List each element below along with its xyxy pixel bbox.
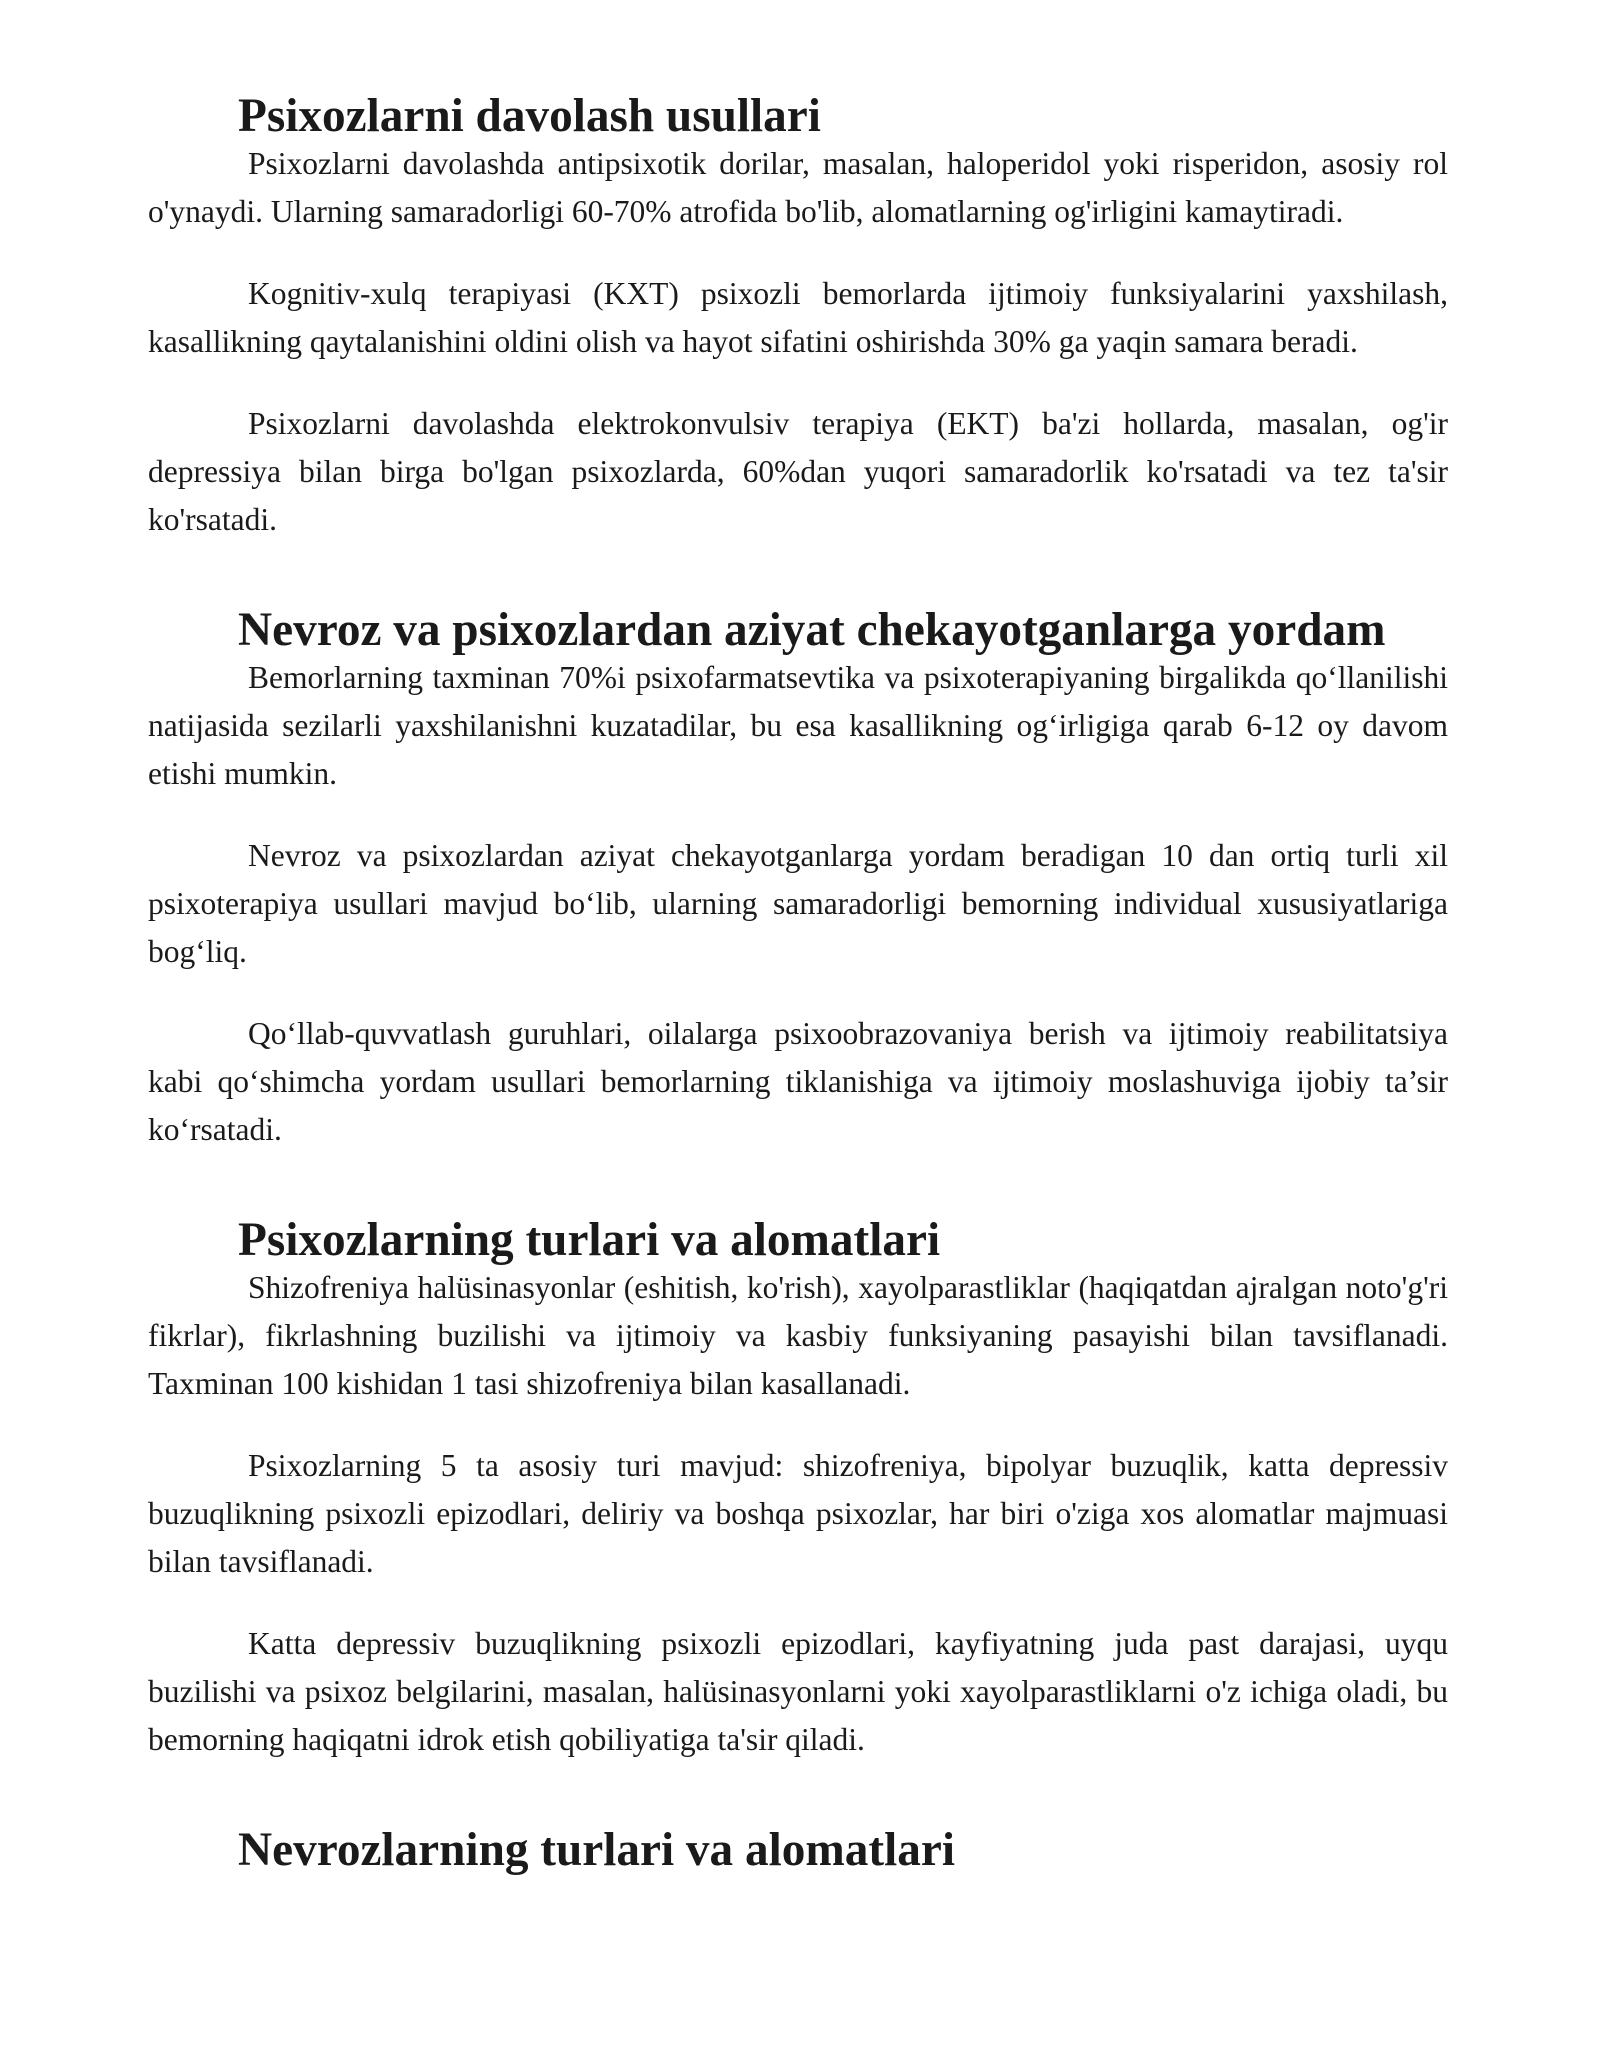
paragraph: Katta depressiv buzuqlikning psixozli epizodlari, kayfiyatning juda past darajasi, uyqu buzilishi va psixoz belgilarini, masalan, halüsinasyonlarni yoki xayolparastliklarni o'z ichiga oladi, bu bemorning haqiqatni idrok etish qobiliyatiga ta'sir qiladi. [148,1626,1448,1757]
paragraph: Psixozlarni davolashda elektrokonvulsiv terapiya (EKT) ba'zi hollarda, masalan, og'ir depressiya bilan birga bo'lgan psixozlarda, 60%dan yuqori samaradorlik ko'rsatadi va tez ta'sir ko'rsatadi. [148,406,1448,537]
section-treatment-methods [148,92,1448,544]
section-heading: Psixozlarni davolash usullari [238,90,821,142]
paragraph: Psixozlarning 5 ta asosiy turi mavjud: shizofreniya, bipolyar buzuqlik, katta depressiv buzuqlikning psixozli epizodlari, deliriy va boshqa psixozlar, har biri o'ziga xos alomatlar majmuasi bilan tavsiflanadi. [148,1448,1448,1579]
section-heading: Psixozlarning turlari va alomatlari [238,1214,941,1266]
paragraph: Nevroz va psixozlardan aziyat chekayotganlarga yordam beradigan 10 dan ortiq turli xil psixoterapiya usullari mavjud bo‘lib, ularning samaradorligi bemorning individual xususiyatlariga bog‘liq. [148,838,1448,969]
section-neurosis-types [148,1826,1448,1874]
paragraph: Shizofreniya halüsinasyonlar (eshitish, ko'rish), xayolparastliklar (haqiqatdan ajralgan noto'g'ri fikrlar), fikrlashning buzilishi va ijtimoiy va kasbiy funksiyaning pasayishi bilan tavsiflanadi. Taxminan 100 kishidan 1 tasi shizofreniya bilan kasallanadi. [148,1270,1448,1401]
paragraph: Qo‘llab-quvvatlash guruhlari, oilalarga psixoobrazovaniya berish va ijtimoiy reabilitatsiya kabi qo‘shimcha yordam usullari bemorlarning tiklanishiga va ijtimoiy moslashuviga ijobiy ta’sir ko‘rsatadi. [148,1016,1448,1147]
paragraph: Kognitiv-xulq terapiyasi (KXT) psixozli bemorlarda ijtimoiy funksiyalarini yaxshilash, kasallikning qaytalanishini oldini olish va hayot sifatini oshirishda 30% ga yaqin samara beradi. [148,276,1448,359]
paragraph: Psixozlarni davolashda antipsixotik dorilar, masalan, haloperidol yoki risperidon, asosiy rol o'ynaydi. Ularning samaradorligi 60-70% atrofida bo'lib, alomatlarning og'irligini kamaytiradi. [148,146,1448,229]
section-psychosis-types [148,1216,1448,1764]
paragraph: Bemorlarning taxminan 70%i psixofarmatsevtika va psixoterapiyaning birgalikda qo‘llanilishi natijasida sezilarli yaxshilanishni kuzatadilar, bu esa kasallikning og‘irligiga qarab 6-12 oy davom etishi mumkin. [148,660,1448,791]
section-heading: Nevrozlarning turlari va alomatlari [238,1824,955,1876]
section-help-for-patients [148,606,1448,1154]
section-heading: Nevroz va psixozlardan aziyat chekayotganlarga yordam [238,604,1386,656]
document-page [148,92,1448,1874]
